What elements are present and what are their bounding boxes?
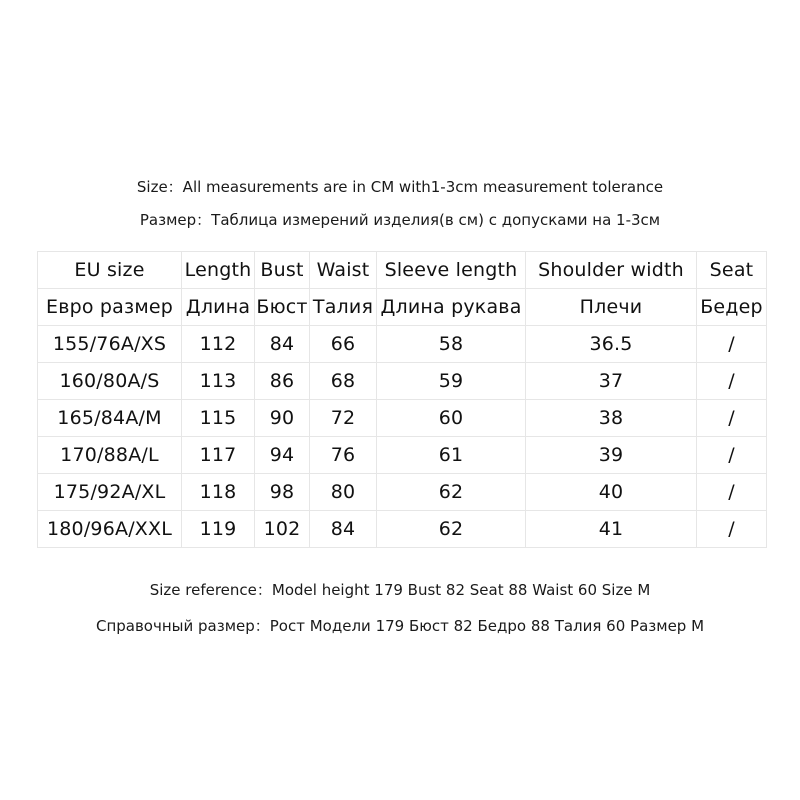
- header-cell-length-ru: Длина: [182, 289, 255, 326]
- table-cell: /: [697, 474, 767, 511]
- table-cell: /: [697, 326, 767, 363]
- table-cell: 165/84A/M: [38, 400, 182, 437]
- table-cell: 84: [310, 511, 377, 548]
- size-chart-table: [37, 251, 767, 548]
- header-cell-sleeve-length-ru: Длина рукава: [377, 289, 526, 326]
- table-cell: 180/96A/XXL: [38, 511, 182, 548]
- table-cell: /: [697, 437, 767, 474]
- table-header-row-en: [38, 252, 767, 289]
- table-row: [38, 326, 767, 363]
- table-cell: 39: [526, 437, 697, 474]
- table-cell: 80: [310, 474, 377, 511]
- header-cell-shoulder-width: Shoulder width: [526, 252, 697, 289]
- table-cell: 59: [377, 363, 526, 400]
- header-cell-shoulder-width-ru: Плечи: [526, 289, 697, 326]
- table-cell: 41: [526, 511, 697, 548]
- table-cell: /: [697, 400, 767, 437]
- table-cell: 90: [255, 400, 310, 437]
- header-cell-seat-ru: Бедер: [697, 289, 767, 326]
- header-cell-bust-ru: Бюст: [255, 289, 310, 326]
- table-cell: 155/76A/XS: [38, 326, 182, 363]
- table-cell: 36.5: [526, 326, 697, 363]
- header-cell-length: Length: [182, 252, 255, 289]
- table-cell: /: [697, 511, 767, 548]
- table-cell: 86: [255, 363, 310, 400]
- table-cell: 84: [255, 326, 310, 363]
- table-cell: 113: [182, 363, 255, 400]
- table-cell: 72: [310, 400, 377, 437]
- caption-measurements-en: Size：All measurements are in CM with1-3cm measurement tolerance: [136, 178, 664, 196]
- caption-size-reference-en: Size reference：Model height 179 Bust 82 Seat 88 Waist 60 Size M: [149, 581, 651, 599]
- table-cell: 170/88A/L: [38, 437, 182, 474]
- table-cell: 117: [182, 437, 255, 474]
- caption-measurements-ru: Размер：Таблица измерений изделия(в см) с допусками на 1-3см: [139, 211, 661, 229]
- table-cell: 119: [182, 511, 255, 548]
- table-cell: 62: [377, 474, 526, 511]
- table-cell: 160/80A/S: [38, 363, 182, 400]
- caption-size-reference-ru: Справочный размер：Рост Модели 179 Бюст 82 Бедро 88 Талия 60 Размер M: [95, 617, 705, 635]
- header-cell-bust: Bust: [255, 252, 310, 289]
- table-row: [38, 400, 767, 437]
- table-cell: 94: [255, 437, 310, 474]
- table-cell: 60: [377, 400, 526, 437]
- header-cell-waist: Waist: [310, 252, 377, 289]
- table-cell: 112: [182, 326, 255, 363]
- table-cell: 62: [377, 511, 526, 548]
- table-header-row-ru: [38, 289, 767, 326]
- table-cell: /: [697, 363, 767, 400]
- table-cell: 76: [310, 437, 377, 474]
- header-cell-sleeve-length: Sleeve length: [377, 252, 526, 289]
- table-cell: 38: [526, 400, 697, 437]
- table-row: [38, 511, 767, 548]
- table-cell: 98: [255, 474, 310, 511]
- table-row: [38, 363, 767, 400]
- table-cell: 61: [377, 437, 526, 474]
- table-cell: 115: [182, 400, 255, 437]
- table-cell: 66: [310, 326, 377, 363]
- table-cell: 68: [310, 363, 377, 400]
- header-cell-seat: Seat: [697, 252, 767, 289]
- header-cell-eu-size-ru: Евро размер: [38, 289, 182, 326]
- table-cell: 37: [526, 363, 697, 400]
- header-cell-waist-ru: Талия: [310, 289, 377, 326]
- table-row: [38, 437, 767, 474]
- table-cell: 40: [526, 474, 697, 511]
- table-row: [38, 474, 767, 511]
- table-cell: 118: [182, 474, 255, 511]
- table-cell: 175/92A/XL: [38, 474, 182, 511]
- header-cell-eu-size: EU size: [38, 252, 182, 289]
- table-cell: 58: [377, 326, 526, 363]
- table-cell: 102: [255, 511, 310, 548]
